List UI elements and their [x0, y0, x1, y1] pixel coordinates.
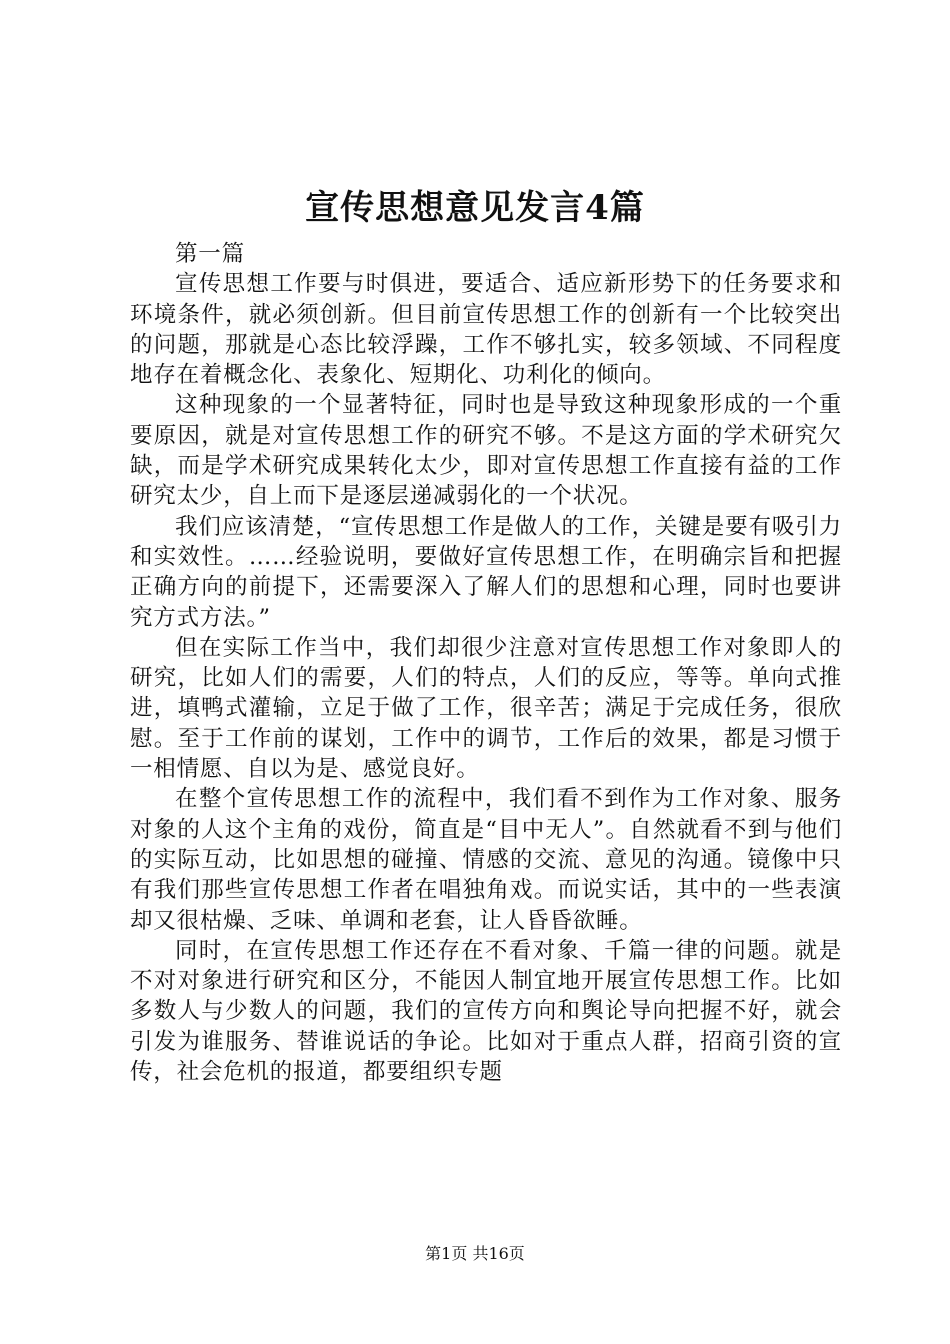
paragraph-5: 在整个宣传思想工作的流程中，我们看不到作为工作对象、服务对象的人这个主角的戏份，简直是“目中无人”。自然就看不到与他们的实际互动，比如思想的碰撞、情感的交流、意见的沟通。镜像中只有我们那些宣传思想工作者在唱独角戏。而说实话，其中的一些表演却又很枯燥、乏味、单调和老套，让人昏昏欲睡。	[130, 786, 842, 934]
document-title: 宣传思想意见发言4篇	[305, 188, 645, 228]
section-heading: 第一篇	[175, 241, 245, 267]
paragraph-2: 这种现象的一个显著特征，同时也是导致这种现象形成的一个重要原因，就是对宣传思想工作的研究不够。不是这方面的学术研究欠缺，而是学术研究成果转化太少，即对宣传思想工作直接有益的工作研究太少，自上而下是逐层递减弱化的一个状况。	[130, 392, 842, 510]
page-footer: 第1页 共16页	[425, 1244, 525, 1263]
paragraph-3: 我们应该清楚，“宣传思想工作是做人的工作，关键是要有吸引力和实效性。……经验说明，要做好宣传思想工作，在明确宗旨和把握正确方向的前提下，还需要深入了解人们的思想和心理，同时也要讲究方式方法。”	[130, 513, 842, 631]
paragraph-1: 宣传思想工作要与时俱进，要适合、适应新形势下的任务要求和环境条件，就必须创新。但目前宣传思想工作的创新有一个比较突出的问题，那就是心态比较浮躁，工作不够扎实，较多领域、不同程度地存在着概念化、表象化、短期化、功利化的倾向。	[130, 271, 842, 389]
document-body	[130, 239, 842, 1087]
paragraph-4: 但在实际工作当中，我们却很少注意对宣传思想工作对象即人的研究，比如人们的需要，人们的特点，人们的反应，等等。单向式推进，填鸭式灌输，立足于做了工作，很辛苦；满足于完成任务，很欣慰。至于工作前的谋划，工作中的调节，工作后的效果，都是习惯于一相情愿、自以为是、感觉良好。	[130, 634, 842, 783]
paragraph-6: 同时，在宣传思想工作还存在不看对象、千篇一律的问题。就是不对对象进行研究和区分，不能因人制宜地开展宣传思想工作。比如多数人与少数人的问题，我们的宣传方向和舆论导向把握不好，就会引发为谁服务、替谁说话的争论。比如对于重点人群，招商引资的宣传，社会危机的报道，都要组织专题	[130, 937, 842, 1086]
